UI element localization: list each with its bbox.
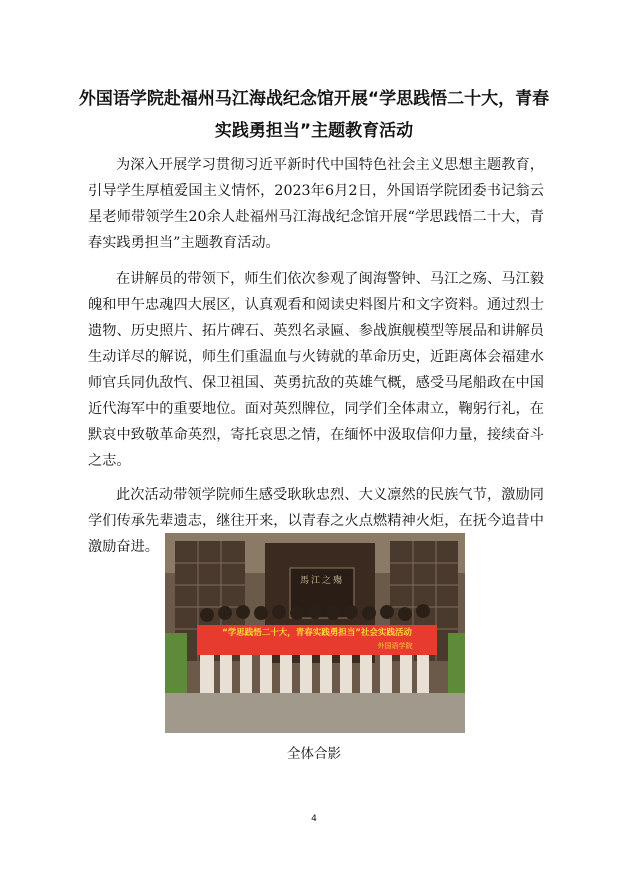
paragraph-intro: 为深入开展学习贯彻习近平新时代中国特色社会主义思想主题教育，引导学生厚植爱国主义情怀，2023年6月2日，外国语学院团委书记翁云星老师带领学生20余人赴福州马江海战纪念馆开展“学思践悟二十大，青春实践勇担当”主题教育活动。 xyxy=(88,157,544,251)
banner-text: “学思践悟二十大，青春实践勇担当”社会实践活动 xyxy=(222,628,412,638)
paragraph-conclusion: 此次活动带领学院师生感受耿耿忠烈、大义凛然的民族气节，激励同学们传承先辈遗志，继往开来，以青春之火点燃精神火炬，在抚今追昔中激励奋进。 xyxy=(88,487,544,555)
document-title-line-2: 实践勇担当”主题教育活动 xyxy=(214,121,414,141)
banner-subtext: 外国语学院 xyxy=(377,642,413,650)
group-photo xyxy=(165,533,465,733)
document-title-line-1: 外国语学院赴福州马江海战纪念馆开展“学思践悟二十大，青春 xyxy=(78,89,550,109)
entrance-sign: 馬江之殤 xyxy=(299,576,344,586)
photo-caption: 全体合影 xyxy=(287,746,341,762)
paragraph-visit: 在讲解员的带领下，师生们依次参观了闽海警钟、马江之殇、马江毅魄和甲午忠魂四大展区，认真观看和阅读史料图片和文字资料。通过烈士遗物、历史照片、拓片碑石、英烈名录匾、参战旗舰模型等展品和讲解员生动详尽的解说，师生们重温血与火铸就的革命历史，近距离体会福建水师官兵同仇敌忾、保卫祖国、英勇抗敌的英雄气概，感受马尾船政在中国近代海军中的重要地位。面对英烈牌位，同学们全体肃立，鞠躬行礼，在默哀中致敬革命英烈，寄托哀思之情，在缅怀中汲取信仰力量，接续奋斗之志。 xyxy=(88,271,544,469)
page-number: 4 xyxy=(311,814,317,824)
